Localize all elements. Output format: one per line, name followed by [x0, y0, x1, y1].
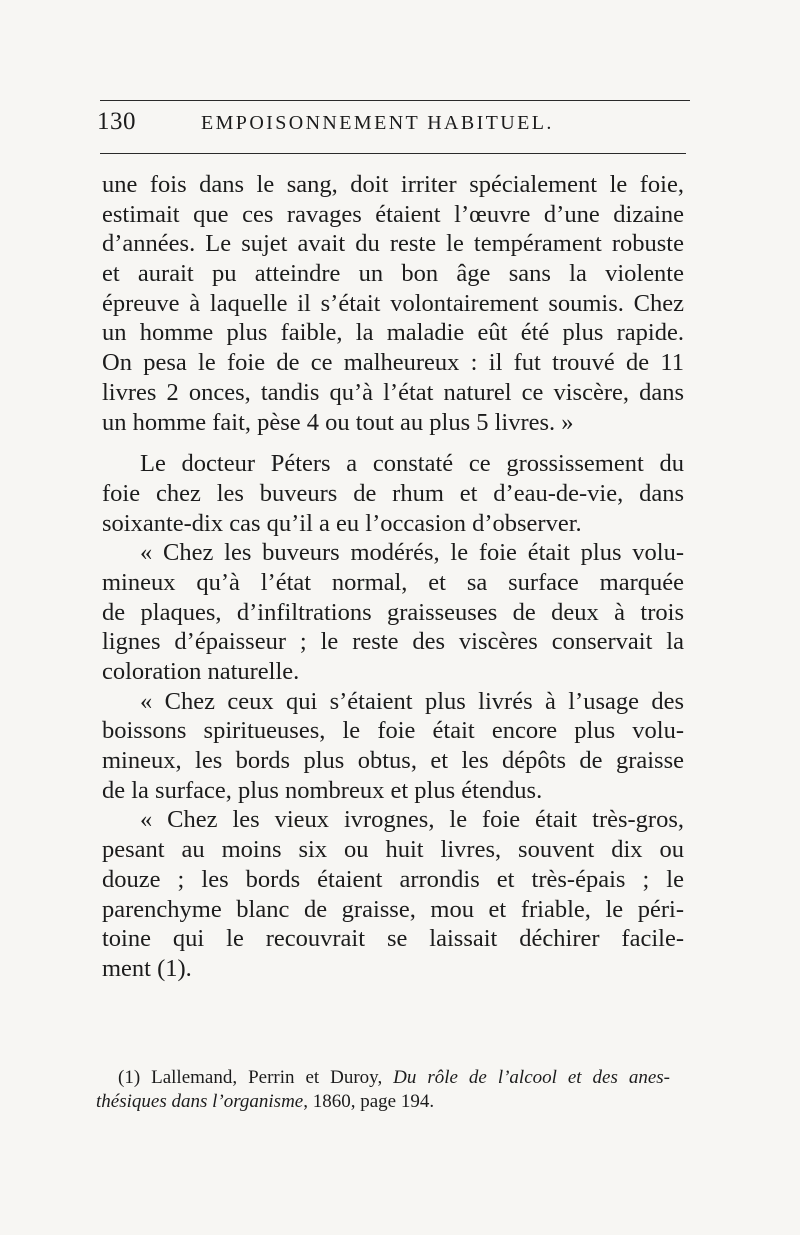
- body-text: [102, 170, 684, 984]
- page-number: 130: [97, 108, 136, 135]
- text-line: ment (1).: [102, 954, 192, 982]
- text-line: d’années. Le sujet avait du reste le tempérament robuste: [102, 230, 684, 258]
- text-line: pesant au moins six ou huit livres, souvent dix ou: [102, 836, 684, 864]
- paragraph-start-line: « Chez les buveurs modérés, le foie était plus volu-: [140, 539, 684, 567]
- paragraph-start-line: Le docteur Péters a constaté ce grossissement du: [140, 450, 684, 478]
- text-line: de plaques, d’infiltrations graisseuses de deux à trois: [102, 598, 684, 626]
- text-line: toine qui le recouvrait se laissait déchirer facile-: [102, 925, 684, 953]
- footnote-line: [96, 1090, 670, 1114]
- text-line: parenchyme blanc de graisse, mou et friable, le péri-: [102, 895, 684, 923]
- text-line: livres 2 onces, tandis qu’à l’état naturel ce viscère, dans: [102, 378, 684, 406]
- text-line: épreuve à laquelle il s’était volontairement soumis. Chez: [102, 289, 684, 317]
- text-line: douze ; les bords étaient arrondis et très-épais ; le: [102, 865, 684, 893]
- header-rule-top: [100, 100, 690, 101]
- footnote: [96, 1066, 670, 1114]
- paragraph-start-line: « Chez les vieux ivrognes, le foie était très-gros,: [140, 806, 684, 834]
- footnote-book-title-cont: thésiques dans l’organisme: [96, 1091, 304, 1112]
- text-line: lignes d’épaisseur ; le reste des viscères conservait la: [102, 628, 684, 656]
- text-line: de la surface, plus nombreux et plus étendus.: [102, 776, 543, 804]
- text-line: et aurait pu atteindre un bon âge sans la violente: [102, 260, 684, 288]
- text-line: mineux qu’à l’état normal, et sa surface marquée: [102, 568, 684, 596]
- text-line: un homme plus faible, la maladie eût été plus rapide.: [102, 319, 684, 347]
- text-line: boissons spiritueuses, le foie était encore plus volu-: [102, 717, 684, 745]
- header-rule-bottom: [100, 153, 686, 154]
- text-line: soixante-dix cas qu’il a eu l’occasion d’observer.: [102, 509, 582, 537]
- text-line: coloration naturelle.: [102, 658, 300, 685]
- page-header: [97, 108, 687, 140]
- text-line: une fois dans le sang, doit irriter spécialement le foie,: [102, 171, 684, 198]
- text-line: un homme fait, pèse 4 ou tout au plus 5 livres. »: [102, 408, 574, 436]
- text-line: On pesa le foie de ce malheureux : il fut trouvé de 11: [102, 349, 684, 377]
- footnote-citation: (1) Lallemand, Perrin et Duroy,: [118, 1067, 394, 1088]
- text-line: foie chez les buveurs de rhum et d’eau-de-vie, dans: [102, 479, 684, 507]
- text-line: mineux, les bords plus obtus, et les dépôts de graisse: [102, 747, 684, 775]
- running-title: EMPOISONNEMENT HABITUEL.: [201, 112, 554, 134]
- footnote-line: [118, 1066, 670, 1090]
- footnote-book-title: Du rôle de l’alcool et des anes-: [393, 1067, 670, 1088]
- text-line: estimait que ces ravages étaient l’œuvre d’une dizaine: [102, 200, 684, 228]
- footnote-publication: , 1860, page 194.: [303, 1091, 435, 1112]
- paragraph-start-line: « Chez ceux qui s’étaient plus livrés à l’usage des: [140, 687, 684, 715]
